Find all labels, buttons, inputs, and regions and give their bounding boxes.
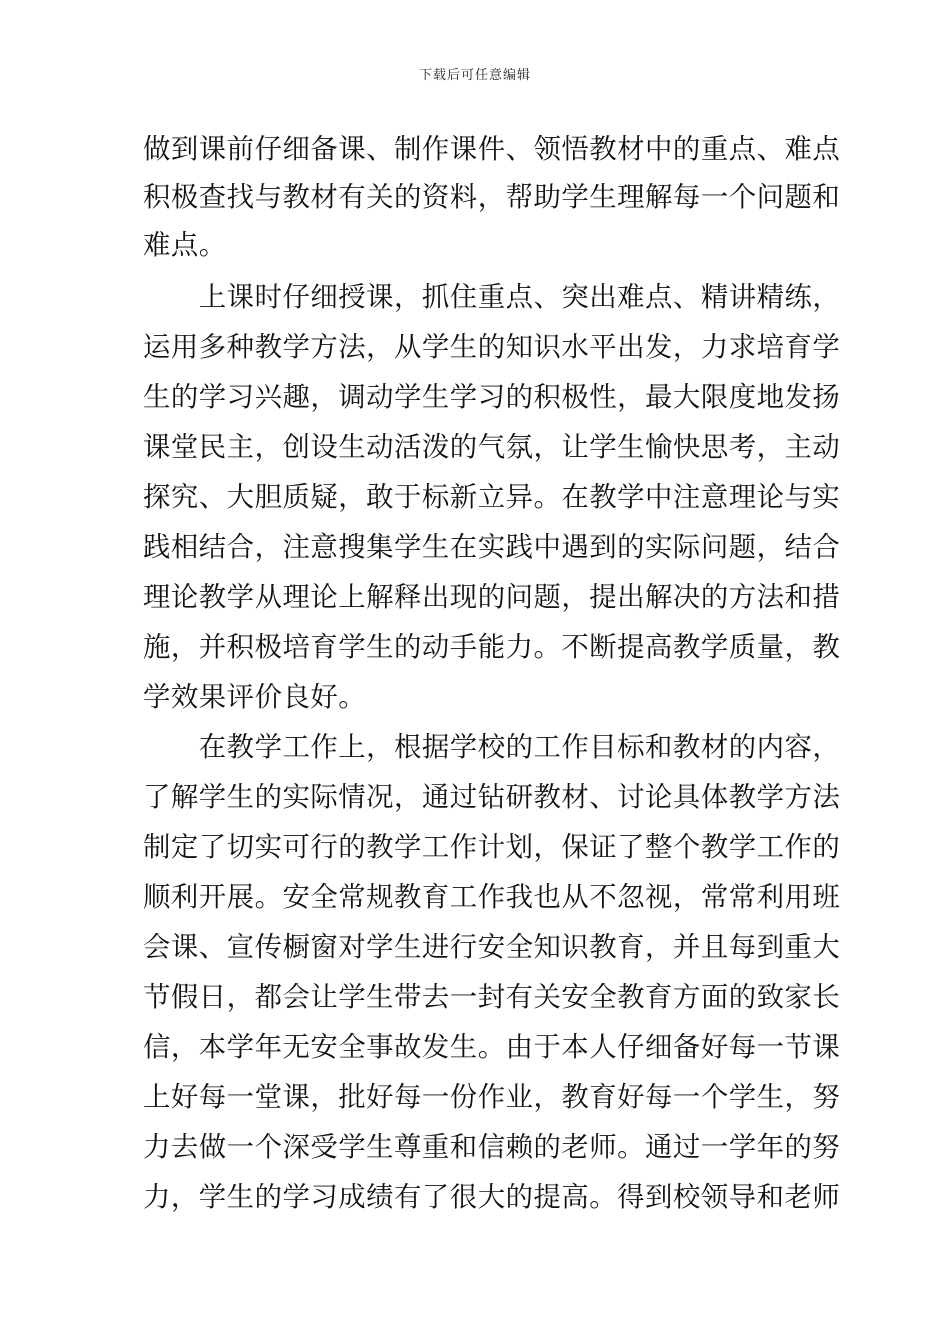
body-line: 学效果评价良好。 [143,682,367,713]
body-line: 顺利开展。安全常规教育工作我也从不忽视，常常利用班 [143,882,841,913]
body-line: 了解学生的实际情况，通过钻研教材、讨论具体教学方法 [143,782,841,813]
page-header: 下载后可任意编辑 [418,68,531,83]
body-line: 理论教学从理论上解释出现的问题，提出解决的方法和措 [143,582,841,613]
body-line: 生的学习兴趣，调动学生学习的积极性，最大限度地发扬 [143,382,841,413]
body-line: 信，本学年无安全事故发生。由于本人仔细备好每一节课 [143,1032,841,1063]
body-line: 上课时仔细授课，抓住重点、突出难点、精讲精练， [143,282,841,313]
body-line: 力，学生的学习成绩有了很大的提高。得到校领导和老师 [143,1182,841,1213]
body-line: 运用多种教学方法，从学生的知识水平出发，力求培育学 [143,332,841,363]
body-line: 探究、大胆质疑，敢于标新立异。在教学中注意理论与实 [143,482,841,513]
body-line: 做到课前仔细备课、制作课件、领悟教材中的重点、难点 [143,134,841,165]
body-line: 上好每一堂课，批好每一份作业，教育好每一个学生，努 [143,1082,841,1113]
body-line: 节假日，都会让学生带去一封有关安全教育方面的致家长 [143,982,841,1013]
body-line: 会课、宣传橱窗对学生进行安全知识教育，并且每到重大 [143,932,841,963]
body-line: 在教学工作上，根据学校的工作目标和教材的内容， [143,732,841,763]
body-line: 践相结合，注意搜集学生在实践中遇到的实际问题，结合 [143,532,841,563]
body-line: 课堂民主，创设生动活泼的气氛，让学生愉快思考，主动 [143,432,841,463]
body-line: 力去做一个深受学生尊重和信赖的老师。通过一学年的努 [143,1132,841,1163]
body-line: 制定了切实可行的教学工作计划，保证了整个教学工作的 [143,832,841,863]
body-line: 积极查找与教材有关的资料，帮助学生理解每一个问题和 [143,182,841,213]
body-line: 施，并积极培育学生的动手能力。不断提高教学质量，教 [143,632,841,663]
body-line: 难点。 [143,230,227,261]
